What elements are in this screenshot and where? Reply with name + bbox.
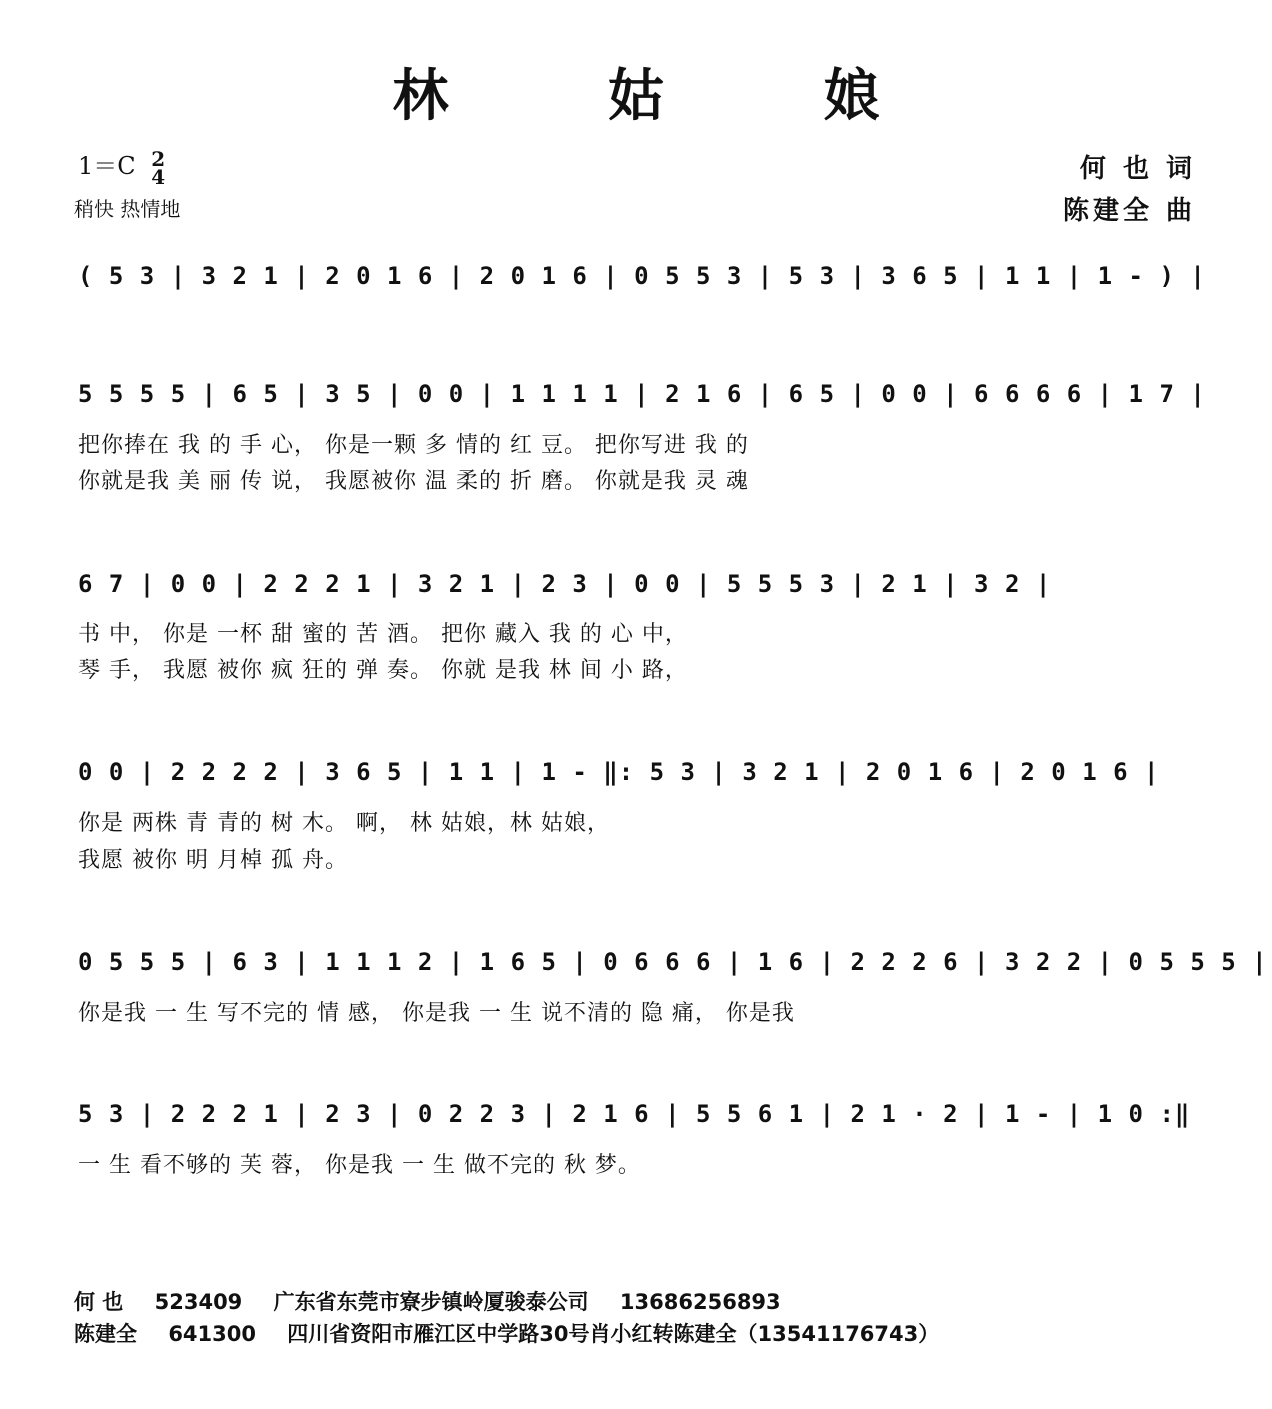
tempo-marking: 稍快 热情地 [74, 197, 181, 221]
contact-name: 陈建全 [74, 1322, 137, 1346]
time-signature: 2 4 [151, 146, 166, 189]
contact-address: 广东省东莞市寮步镇岭厦骏泰公司 [273, 1290, 589, 1314]
contact-phone: 13686256893 [619, 1290, 781, 1314]
notation-line-1: ( 5 3 | 3 2 1 | 2 0 1 6 | 2 0 1 6 | 0 5 5 3 | 5 3 | 3 6 5 | 1 1 | 1 - ) | [78, 262, 1206, 290]
song-title: 林 姑 娘 [392, 63, 950, 129]
key-label: 1＝C [78, 152, 136, 180]
lyric-line-3-verse-1: 书 中， 你是 一杯 甜 蜜的 苦 酒。 把你 藏入 我 的 心 中， [78, 622, 688, 647]
contact-name: 何 也 [74, 1290, 124, 1314]
contact-address: 四川省资阳市雁江区中学路30号肖小红转陈建全（13541176743） [287, 1322, 940, 1346]
notation-line-5: 0 5 5 5 | 6 3 | 1 1 1 2 | 1 6 5 | 0 6 6 6 | 1 6 | 2 2 2 6 | 3 2 2 | 0 5 5 5 | [78, 948, 1268, 976]
contact-line-composer [74, 1318, 963, 1348]
composer-credit: 陈建全 曲 [1062, 196, 1196, 226]
notation-line-6: 5 3 | 2 2 2 1 | 2 3 | 0 2 2 3 | 2 1 6 | 5 5 6 1 | 2 1 · 2 | 1 - | 1 0 :‖ [78, 1100, 1191, 1128]
notation-line-4: 0 0 | 2 2 2 2 | 3 6 5 | 1 1 | 1 - ‖: 5 3 | 3 2 1 | 2 0 1 6 | 2 0 1 6 | [78, 758, 1160, 786]
lyric-line-6: 一 生 看不够的 芙 蓉， 你是我 一 生 做不完的 秋 梦。 [78, 1153, 641, 1178]
lyric-line-2-verse-2: 你就是我 美 丽 传 说， 我愿被你 温 柔的 折 磨。 你就是我 灵 魂 [78, 469, 749, 494]
lyricist-credit: 何 也 词 [1079, 154, 1196, 184]
contact-postcode: 523409 [154, 1290, 243, 1314]
contact-postcode: 641300 [168, 1322, 256, 1346]
key-signature [78, 146, 166, 189]
notation-line-2: 5 5 5 5 | 6 5 | 3 5 | 0 0 | 1 1 1 1 | 2 1 6 | 6 5 | 0 0 | 6 6 6 6 | 1 7 | [78, 380, 1206, 408]
lyric-line-2-verse-1: 把你捧在 我 的 手 心， 你是一颗 多 情的 红 豆。 把你写进 我 的 [78, 433, 749, 458]
contact-line-lyricist [74, 1286, 805, 1316]
lyric-line-4-verse-1: 你是 两株 青 青的 树 木。 啊， 林 姑娘，林 姑娘， [78, 811, 610, 836]
lyric-line-4-verse-2: 我愿 被你 明 月棹 孤 舟。 [78, 848, 348, 873]
lyric-line-3-verse-2: 琴 手， 我愿 被你 疯 狂的 弹 奏。 你就 是我 林 间 小 路， [78, 658, 688, 683]
notation-line-3: 6 7 | 0 0 | 2 2 2 1 | 3 2 1 | 2 3 | 0 0 | 5 5 5 3 | 2 1 | 3 2 | [78, 570, 1052, 598]
lyric-line-5: 你是我 一 生 写不完的 情 感， 你是我 一 生 说不清的 隐 痛， 你是我 [78, 1001, 795, 1026]
